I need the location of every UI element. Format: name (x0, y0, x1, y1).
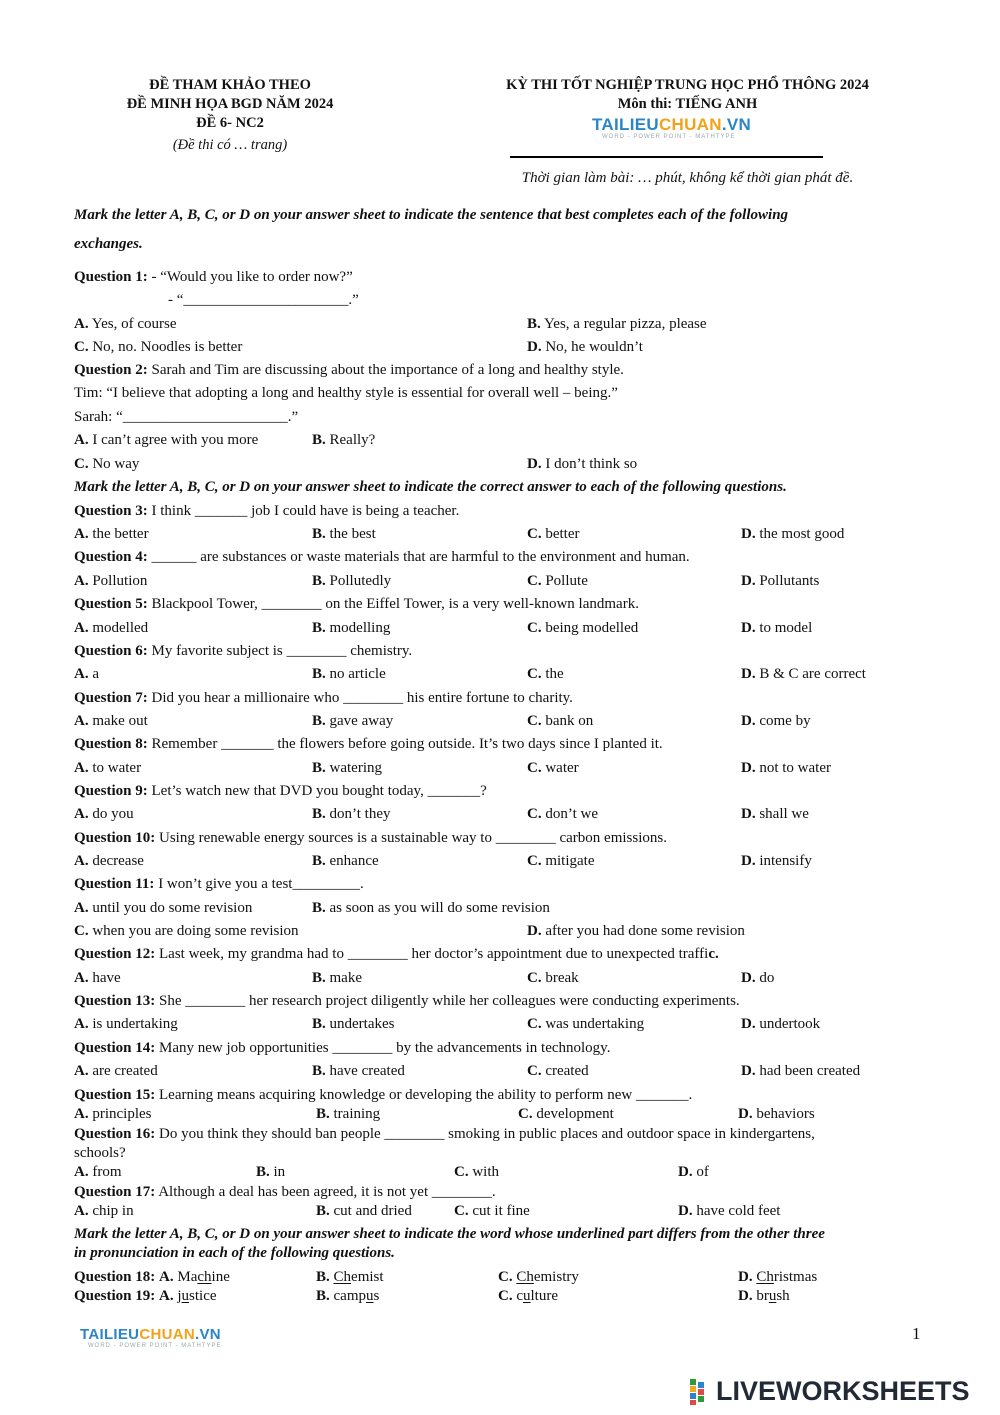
instruction-exchanges: Mark the letter A, B, C, or D on your answer sheet to indicate the sentence that best completes each of the following (74, 207, 789, 223)
question-15: Question 15: Learning means acquiring knowledge or developing the ability to perform new _______. (74, 1087, 693, 1103)
q2-option-a[interactable]: A. I can’t agree with you more (74, 432, 259, 448)
q1-option-d[interactable]: D. No, he wouldn’t (527, 339, 643, 355)
question-2-tim: Tim: “I believe that adopting a long and healthy style is essential for overall well – being.” (74, 385, 618, 401)
q8-option-c[interactable]: C. water (527, 760, 579, 776)
q9-option-a[interactable]: A. do you (74, 806, 134, 822)
footer-logo: TAILIEUCHUAN.VN (80, 1326, 221, 1343)
q9-option-d[interactable]: D. shall we (741, 806, 809, 822)
header-left (95, 76, 365, 155)
q11-option-a[interactable]: A. until you do some revision (74, 900, 253, 916)
q8-option-d[interactable]: D. not to water (741, 760, 831, 776)
q18-option-b[interactable]: B. Chemist (316, 1269, 384, 1285)
q6-option-d[interactable]: D. B & C are correct (741, 666, 866, 682)
liveworksheets-logo (690, 1378, 990, 1408)
q18-option-c[interactable]: C. Chemistry (498, 1269, 579, 1285)
instruction-exchanges-cont: exchanges. (74, 236, 143, 252)
q9-option-b[interactable]: B. don’t they (312, 806, 391, 822)
q2-option-b[interactable]: B. Really? (312, 432, 376, 448)
q3-option-c[interactable]: C. better (527, 526, 580, 542)
instruction-pronunciation-cont: in pronunciation in each of the following questions. (74, 1245, 395, 1261)
question-1: Question 1: - “Would you like to order now?” (74, 269, 353, 285)
q10-option-a[interactable]: A. decrease (74, 853, 144, 869)
q12-option-a[interactable]: A. have (74, 970, 121, 986)
logo-subtitle: WORD - POWER POINT - MATHTYPE (602, 134, 736, 140)
q11-option-c[interactable]: C. when you are doing some revision (74, 923, 299, 939)
q16-option-c[interactable]: C. with (454, 1164, 500, 1180)
q17-option-c[interactable]: C. cut it fine (454, 1203, 530, 1219)
question-6: Question 6: My favorite subject is ________ chemistry. (74, 643, 413, 659)
q5-option-a[interactable]: A. modelled (74, 620, 149, 636)
q16-option-d[interactable]: D. of (678, 1164, 709, 1180)
q11-option-b[interactable]: B. as soon as you will do some revision (312, 900, 550, 916)
q6-option-c[interactable]: C. the (527, 666, 564, 682)
header-right (460, 76, 915, 114)
q3-option-a[interactable]: A. the better (74, 526, 149, 542)
question-2-sarah: Sarah: “______________________.” (74, 409, 299, 425)
question-5: Question 5: Blackpool Tower, ________ on the Eiffel Tower, is a very well-known landmark. (74, 596, 639, 612)
question-12: Question 12: Last week, my grandma had to ________ her doctor’s appointment due to unexpected traffic. (74, 946, 719, 962)
q13-option-b[interactable]: B. undertakes (312, 1016, 395, 1032)
q4-option-a[interactable]: A. Pollution (74, 573, 148, 589)
instruction-questions: Mark the letter A, B, C, or D on your answer sheet to indicate the correct answer to each of the following questions. (74, 479, 787, 495)
q15-option-b[interactable]: B. training (316, 1106, 381, 1122)
question-18-option-a[interactable]: Question 18: A. Machine (74, 1269, 230, 1285)
question-7: Question 7: Did you hear a millionaire who ________ his entire fortune to charity. (74, 690, 573, 706)
q2-option-c[interactable]: C. No way (74, 456, 140, 472)
q18-option-d[interactable]: D. Christmas (738, 1269, 818, 1285)
q15-option-c[interactable]: C. development (518, 1106, 614, 1122)
q12-option-c[interactable]: C. break (527, 970, 579, 986)
q6-option-b[interactable]: B. no article (312, 666, 386, 682)
question-13: Question 13: She ________ her research project diligently while her colleagues were conducting experiments. (74, 993, 740, 1009)
q10-option-c[interactable]: C. mitigate (527, 853, 595, 869)
q16-option-b[interactable]: B. in (256, 1164, 286, 1180)
header-left-line1: ĐỀ THAM KHẢO THEO (149, 77, 311, 93)
q4-option-c[interactable]: C. Pollute (527, 573, 588, 589)
q4-option-b[interactable]: B. Pollutedly (312, 573, 392, 589)
time-note: Thời gian làm bài: … phút, không kể thời gian phát đề. (521, 170, 854, 186)
question-16: Question 16: Do you think they should ban people ________ smoking in public places and outdoor space in kindergartens, (74, 1126, 815, 1142)
header-left-line3: ĐỀ 6- NC2 (196, 115, 264, 131)
q14-option-a[interactable]: A. are created (74, 1063, 158, 1079)
footer-logo-subtitle: WORD - POWER POINT - MATHTYPE (88, 1343, 222, 1349)
question-17: Question 17: Although a deal has been agreed, it is not yet ________. (74, 1184, 496, 1200)
q5-option-b[interactable]: B. modelling (312, 620, 391, 636)
question-2: Question 2: Sarah and Tim are discussing about the importance of a long and healthy style. (74, 362, 624, 378)
q12-option-b[interactable]: B. make (312, 970, 362, 986)
header-left-line2: ĐỀ MINH HỌA BGD NĂM 2024 (126, 96, 334, 112)
question-8: Question 8: Remember _______ the flowers before going outside. It’s two days since I planted it. (74, 736, 663, 752)
q13-option-d[interactable]: D. undertook (741, 1016, 821, 1032)
question-9: Question 9: Let’s watch new that DVD you bought today, _______? (74, 783, 487, 799)
q19-option-b[interactable]: B. campus (316, 1288, 380, 1304)
q7-option-d[interactable]: D. come by (741, 713, 811, 729)
q17-option-d[interactable]: D. have cold feet (678, 1203, 781, 1219)
question-11: Question 11: I won’t give you a test_________. (74, 876, 364, 892)
q17-option-a[interactable]: A. chip in (74, 1203, 134, 1219)
q11-option-d[interactable]: D. after you had done some revision (527, 923, 745, 939)
q3-option-b[interactable]: B. the best (312, 526, 376, 542)
q9-option-c[interactable]: C. don’t we (527, 806, 598, 822)
q7-option-b[interactable]: B. gave away (312, 713, 394, 729)
q8-option-a[interactable]: A. to water (74, 760, 142, 776)
q15-option-a[interactable]: A. principles (74, 1106, 152, 1122)
q16-option-a[interactable]: A. from (74, 1164, 122, 1180)
liveworksheets-text: LIVEWORKSHEETS (716, 1376, 970, 1406)
q19-option-c[interactable]: C. culture (498, 1288, 559, 1304)
instruction-pronunciation: Mark the letter A, B, C, or D on your answer sheet to indicate the word whose underlined part differs from the other three (74, 1226, 825, 1242)
q17-option-b[interactable]: B. cut and dried (316, 1203, 412, 1219)
question-3: Question 3: I think _______ job I could have is being a teacher. (74, 503, 460, 519)
q13-option-c[interactable]: C. was undertaking (527, 1016, 645, 1032)
header-divider (510, 156, 823, 158)
q19-option-d[interactable]: D. brush (738, 1288, 790, 1304)
q12-option-d[interactable]: D. do (741, 970, 775, 986)
q14-option-c[interactable]: C. created (527, 1063, 589, 1079)
liveworksheets-icon (690, 1379, 712, 1405)
q10-option-b[interactable]: B. enhance (312, 853, 379, 869)
q7-option-c[interactable]: C. bank on (527, 713, 594, 729)
q3-option-d[interactable]: D. the most good (741, 526, 845, 542)
subject-line: Môn thi: TIẾNG ANH (617, 96, 758, 112)
q4-option-d[interactable]: D. Pollutants (741, 573, 820, 589)
q5-option-d[interactable]: D. to model (741, 620, 813, 636)
q5-option-c[interactable]: C. being modelled (527, 620, 639, 636)
q2-option-d[interactable]: D. I don’t think so (527, 456, 638, 472)
q6-option-a[interactable]: A. a (74, 666, 100, 682)
q8-option-b[interactable]: B. watering (312, 760, 382, 776)
q14-option-d[interactable]: D. had been created (741, 1063, 861, 1079)
exam-title: KỲ THI TỐT NGHIỆP TRUNG HỌC PHỔ THÔNG 2024 (506, 77, 869, 93)
q1-option-a[interactable]: A. Yes, of course (74, 316, 177, 332)
q15-option-d[interactable]: D. behaviors (738, 1106, 815, 1122)
question-4: Question 4: ______ are substances or waste materials that are harmful to the environment and human. (74, 549, 690, 565)
question-1-reply: - “______________________.” (168, 292, 359, 308)
question-14: Question 14: Many new job opportunities ________ by the advancements in technology. (74, 1040, 611, 1056)
tailieuchuan-logo: TAILIEUCHUAN.VN (592, 115, 752, 134)
question-19-option-a[interactable]: Question 19: A. justice (74, 1288, 217, 1304)
q1-option-c[interactable]: C. No, no. Noodles is better (74, 339, 243, 355)
question-16-cont: schools? (74, 1145, 126, 1161)
q7-option-a[interactable]: A. make out (74, 713, 148, 729)
page-count-note: (Đề thi có … trang) (172, 137, 288, 153)
page-number: 1 (912, 1324, 921, 1343)
q14-option-b[interactable]: B. have created (312, 1063, 405, 1079)
q10-option-d[interactable]: D. intensify (741, 853, 812, 869)
q13-option-a[interactable]: A. is undertaking (74, 1016, 178, 1032)
question-10: Question 10: Using renewable energy sources is a sustainable way to ________ carbon emissions. (74, 830, 667, 846)
q1-option-b[interactable]: B. Yes, a regular pizza, please (527, 316, 707, 332)
